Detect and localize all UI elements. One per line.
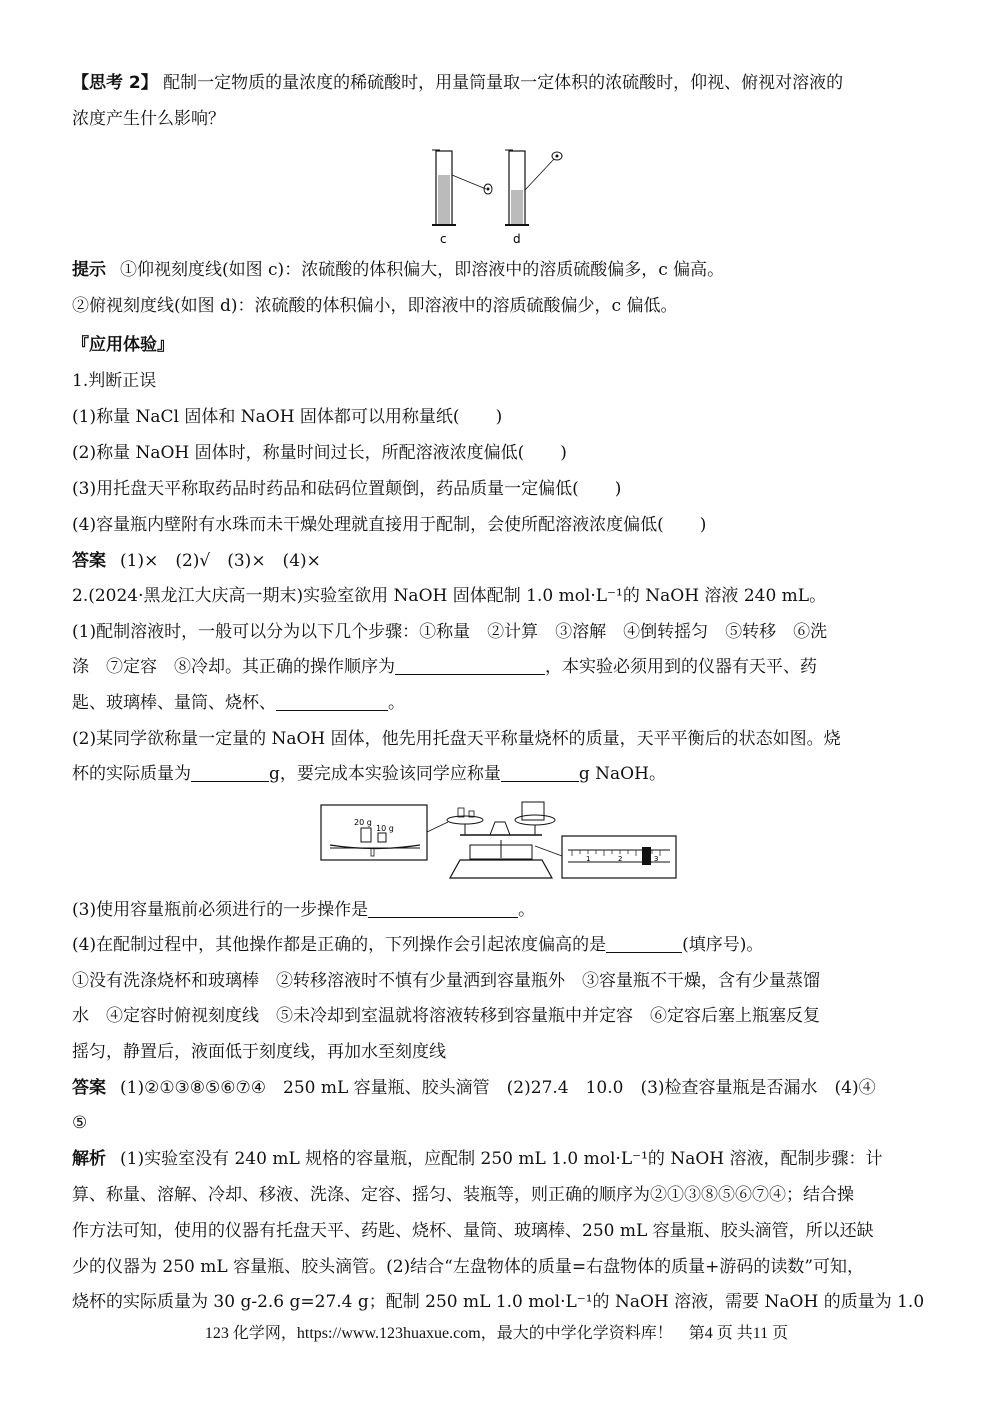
q2-analysis-line5: 烧杯的实际质量为 30 g-2.6 g=27.4 g；配制 250 mL 1.0 mol·L⁻¹的 NaOH 溶液，需要 NaOH 的质量为 1.0 <box>72 1292 925 1312</box>
q2-answer-line2: ⑤ <box>72 1113 88 1133</box>
q1-item-3: (3)用托盘天平称取药品时药品和砝码位置颠倒，药品质量一定偏低( ) <box>72 479 622 499</box>
q2-p4-line3: 水 ④定容时俯视刻度线 ⑤未冷却到室温就将溶液转移到容量瓶中并定容 ⑥定容后塞上瓶塞反复 <box>72 1006 820 1026</box>
cylinder-figure <box>420 145 580 250</box>
q2-analysis-line2: 算、称量、溶解、冷却、移液、洗涤、定容、摇匀、装瓶等，则正确的顺序为②①③⑧⑤⑥⑦④；结合操 <box>72 1185 854 1205</box>
scale-label-2: 2 <box>618 855 623 863</box>
blank-error-options[interactable] <box>606 934 682 953</box>
hint-text1: ①仰视刻度线(如图 c)：浓硫酸的体积偏大，即溶液中的溶质硫酸偏多，c 偏高。 <box>120 260 725 280</box>
blank-naoh-mass[interactable] <box>501 763 579 782</box>
q2-analysis-line3: 作方法可知，使用的仪器有托盘天平、药匙、烧杯、量筒、玻璃棒、250 mL 容量瓶、胶头滴管，所以还缺 <box>72 1221 874 1241</box>
cylinder-d <box>505 150 562 225</box>
q2-p2-line1: (2)某同学欲称量一定量的 NaOH 固体，他先用托盘天平称量烧杯的质量，天平平衡后的状态如图。烧 <box>72 729 841 749</box>
think2-text: 配制一定物质的量浓度的稀硫酸时，用量筒量取一定体积的浓硫酸时，仰视、俯视对溶液的 <box>163 73 844 93</box>
cylinder-c <box>432 150 492 225</box>
q2-p4-line4: 摇匀，静置后，液面低于刻度线，再加水至刻度线 <box>72 1042 446 1062</box>
balance-figure <box>320 800 680 885</box>
q2-p1-line3: 匙、玻璃棒、量筒、烧杯、 。 <box>72 693 405 713</box>
q2-title: 2.(2024·黑龙江大庆高一期末)实验室欲用 NaOH 固体配制 1.0 mol·L⁻¹的 NaOH 溶液 240 mL。 <box>72 586 827 606</box>
q1-answer <box>72 550 922 572</box>
hint-line1 <box>72 259 922 281</box>
section-title: 『应用体验』 <box>72 335 174 355</box>
q1-answer-label: 答案 <box>72 551 106 571</box>
blank-instruments[interactable] <box>276 692 388 711</box>
q2-analysis-line4: 少的仪器为 250 mL 容量瓶、胶头滴管。(2)结合“左盘物体的质量=右盘物体的质量+游码的读数”可知， <box>72 1257 865 1277</box>
scale-label-3: 3 <box>654 855 659 863</box>
q2-answer-text: (1)②①③⑧⑤⑥⑦④ 250 mL 容量瓶、胶头滴管 (2)27.4 10.0 (3)检查容量瓶是否漏水 (4)④ <box>120 1078 876 1098</box>
fig-label-c: c <box>440 232 447 246</box>
q2-analysis-text: (1)实验室没有 240 mL 规格的容量瓶，应配制 250 mL 1.0 mol·L⁻¹的 NaOH 溶液，配制步骤：计 <box>120 1149 883 1169</box>
q2-p1-line2: 涤 ⑦定容 ⑧冷却。其正确的操作顺序为 ，本实验必须用到的仪器有天平、药 <box>72 657 817 677</box>
q2-answer-line1 <box>72 1077 922 1099</box>
q2-p2-line2: 杯的实际质量为 g，要完成本实验该同学应称量 g NaOH。 <box>72 764 666 784</box>
rider-scale-inset <box>562 836 676 878</box>
think2-line1 <box>72 72 922 94</box>
q1-item-1: (1)称量 NaCl 固体和 NaOH 固体都可以用称量纸( ) <box>72 407 503 427</box>
think2-line2: 浓度产生什么影响？ <box>72 109 225 129</box>
q2-answer-label: 答案 <box>72 1078 106 1098</box>
weight-label-10g: 10 g <box>376 824 394 833</box>
q1-answer-text: (1)× (2)√ (3)× (4)× <box>120 551 321 571</box>
q1-title: 1.判断正误 <box>72 371 157 391</box>
q2-analysis-label: 解析 <box>72 1149 106 1169</box>
q2-p3: (3)使用容量瓶前必须进行的一步操作是 。 <box>72 900 536 920</box>
q2-p4-line1: (4)在配制过程中，其他操作都是正确的，下列操作会引起浓度偏高的是 (填序号)。 <box>72 935 764 955</box>
q2-p1-line1: (1)配制溶液时，一般可以分为以下几个步骤：①称量 ②计算 ③溶解 ④倒转摇匀 ⑤转移 ⑥洗 <box>72 622 828 642</box>
q1-item-4: (4)容量瓶内壁附有水珠而未干燥处理就直接用于配制，会使所配溶液浓度偏低( ) <box>72 515 707 535</box>
blank-leak-check[interactable] <box>368 899 518 918</box>
scale-label-1: 1 <box>586 855 591 863</box>
hint-label: 提示 <box>72 260 106 280</box>
hint-line2: ②俯视刻度线(如图 d)：浓硫酸的体积偏小，即溶液中的溶质硫酸偏少，c 偏低。 <box>72 296 678 316</box>
balance <box>447 802 562 878</box>
q1-item-2: (2)称量 NaOH 固体时，称量时间过长，所配溶液浓度偏低( ) <box>72 443 567 463</box>
blank-beaker-mass[interactable] <box>191 763 269 782</box>
q2-analysis-line1 <box>72 1148 922 1170</box>
fig-label-d: d <box>513 232 521 246</box>
page-footer: 123 化学网，https://www.123huaxue.com，最大的中学化学资料库！ 第4 页 共11 页 <box>204 1325 789 1342</box>
weight-label-20g: 20 g <box>354 818 372 827</box>
blank-order[interactable] <box>395 656 545 675</box>
think2-label: 【思考 2】 <box>72 73 158 93</box>
weights-inset <box>321 805 448 860</box>
q2-p4-line2: ①没有洗涤烧杯和玻璃棒 ②转移溶液时不慎有少量洒到容量瓶外 ③容量瓶不干燥，含有少量蒸馏 <box>72 971 820 991</box>
